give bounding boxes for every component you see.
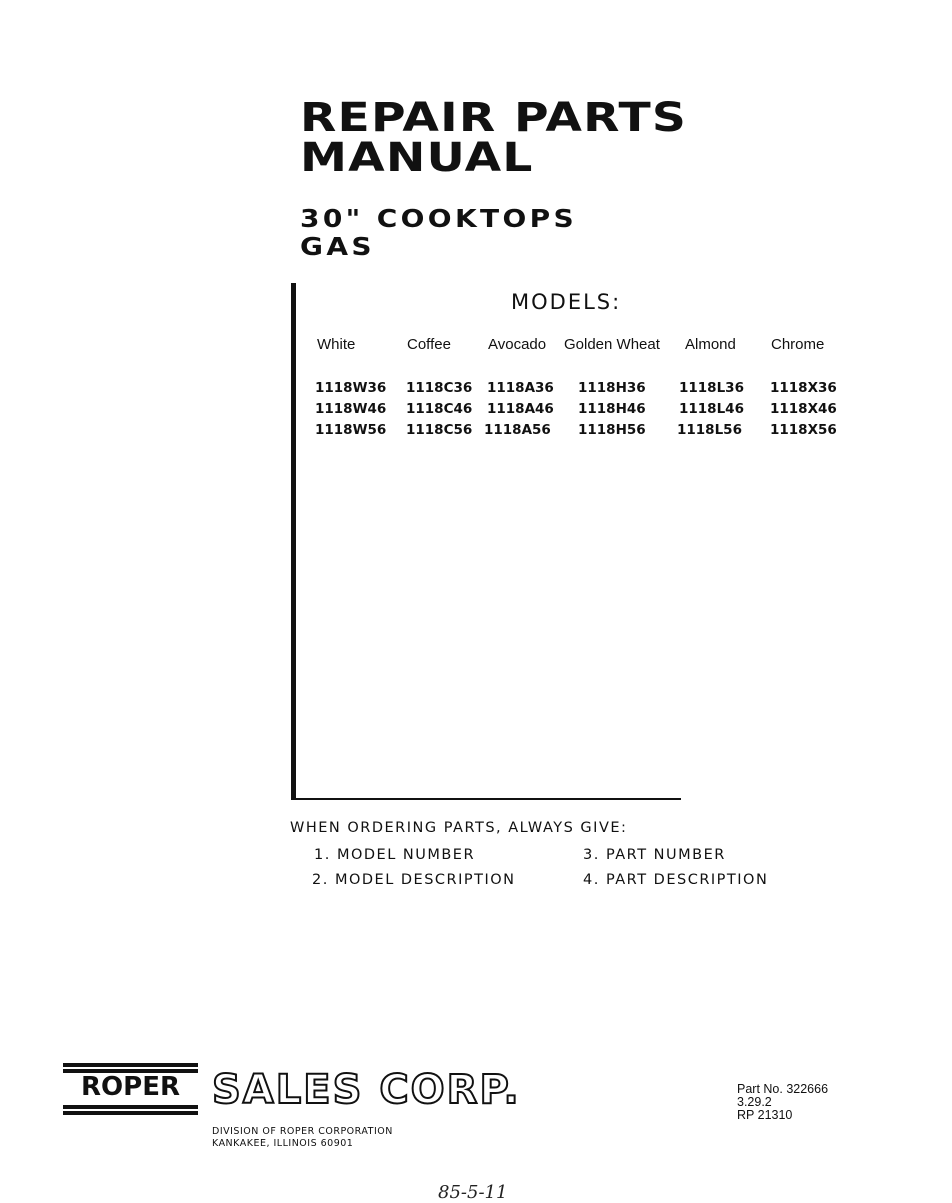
model-number-cell: 1118X36 <box>770 380 837 396</box>
ordering-item-part-description: 4. PART DESCRIPTION <box>583 872 769 888</box>
ordering-item-part-number: 3. PART NUMBER <box>583 847 726 863</box>
column-header-chrome: Chrome <box>771 336 825 353</box>
column-header-almond: Almond <box>685 336 736 353</box>
model-number-cell: 1118A56 <box>484 422 551 438</box>
roper-logo-stripe <box>63 1111 198 1115</box>
rp-code: RP 21310 <box>737 1108 793 1122</box>
model-number-cell: 1118L56 <box>677 422 742 438</box>
models-box-bottom-rule <box>291 798 681 800</box>
roper-logo-stripe <box>63 1063 198 1067</box>
model-number-cell: 1118W46 <box>315 401 387 417</box>
model-number-cell: 1118C46 <box>406 401 473 417</box>
manual-title <box>300 95 688 181</box>
product-subtitle <box>300 205 577 261</box>
column-header-avocado: Avocado <box>488 336 547 353</box>
model-number-cell: 1118W56 <box>315 422 387 438</box>
model-number-cell: 1118X46 <box>770 401 837 417</box>
model-number-cell: 1118H36 <box>578 380 646 396</box>
models-heading: MODELS: <box>511 290 622 314</box>
model-number-cell: 1118L36 <box>679 380 744 396</box>
model-number-cell: 1118L46 <box>679 401 744 417</box>
title-line-2: MANUAL <box>300 135 534 181</box>
title-line-1: REPAIR PARTS <box>300 95 688 141</box>
model-number-cell: 1118X56 <box>770 422 837 438</box>
handwritten-note: 85-5-11 <box>438 1182 508 1203</box>
models-box <box>291 283 837 800</box>
ordering-item-model-description: 2. MODEL DESCRIPTION <box>312 872 516 888</box>
model-number-cell: 1118W36 <box>315 380 387 396</box>
column-header-white: White <box>317 336 356 353</box>
column-header-coffee: Coffee <box>407 336 451 353</box>
part-code: 3.29.2 <box>737 1095 772 1109</box>
roper-logo-stripe <box>63 1105 198 1109</box>
ordering-instructions-heading: WHEN ORDERING PARTS, ALWAYS GIVE: <box>290 820 628 836</box>
model-number-cell: 1118A36 <box>487 380 554 396</box>
model-number-cell: 1118H56 <box>578 422 646 438</box>
model-number-cell: 1118C36 <box>406 380 473 396</box>
subtitle-line-2: GAS <box>300 232 375 261</box>
sales-corp-logo: SALES CORP. <box>212 1067 521 1113</box>
model-number-cell: 1118C56 <box>406 422 473 438</box>
roper-logo <box>63 1063 198 1115</box>
division-address <box>212 1126 393 1150</box>
model-number-cell: 1118A46 <box>487 401 554 417</box>
subtitle-line-1: 30" COOKTOPS <box>300 204 578 233</box>
part-info <box>737 1083 828 1122</box>
column-header-golden-wheat: Golden Wheat <box>564 336 660 353</box>
division-city-line: KANKAKEE, ILLINOIS 60901 <box>212 1138 354 1149</box>
roper-logo-text: ROPER <box>81 1072 180 1102</box>
ordering-item-model-number: 1. MODEL NUMBER <box>314 847 476 863</box>
model-number-cell: 1118H46 <box>578 401 646 417</box>
part-number: Part No. 322666 <box>737 1082 829 1096</box>
division-line: DIVISION OF ROPER CORPORATION <box>212 1126 393 1137</box>
models-box-left-rule <box>291 283 296 800</box>
